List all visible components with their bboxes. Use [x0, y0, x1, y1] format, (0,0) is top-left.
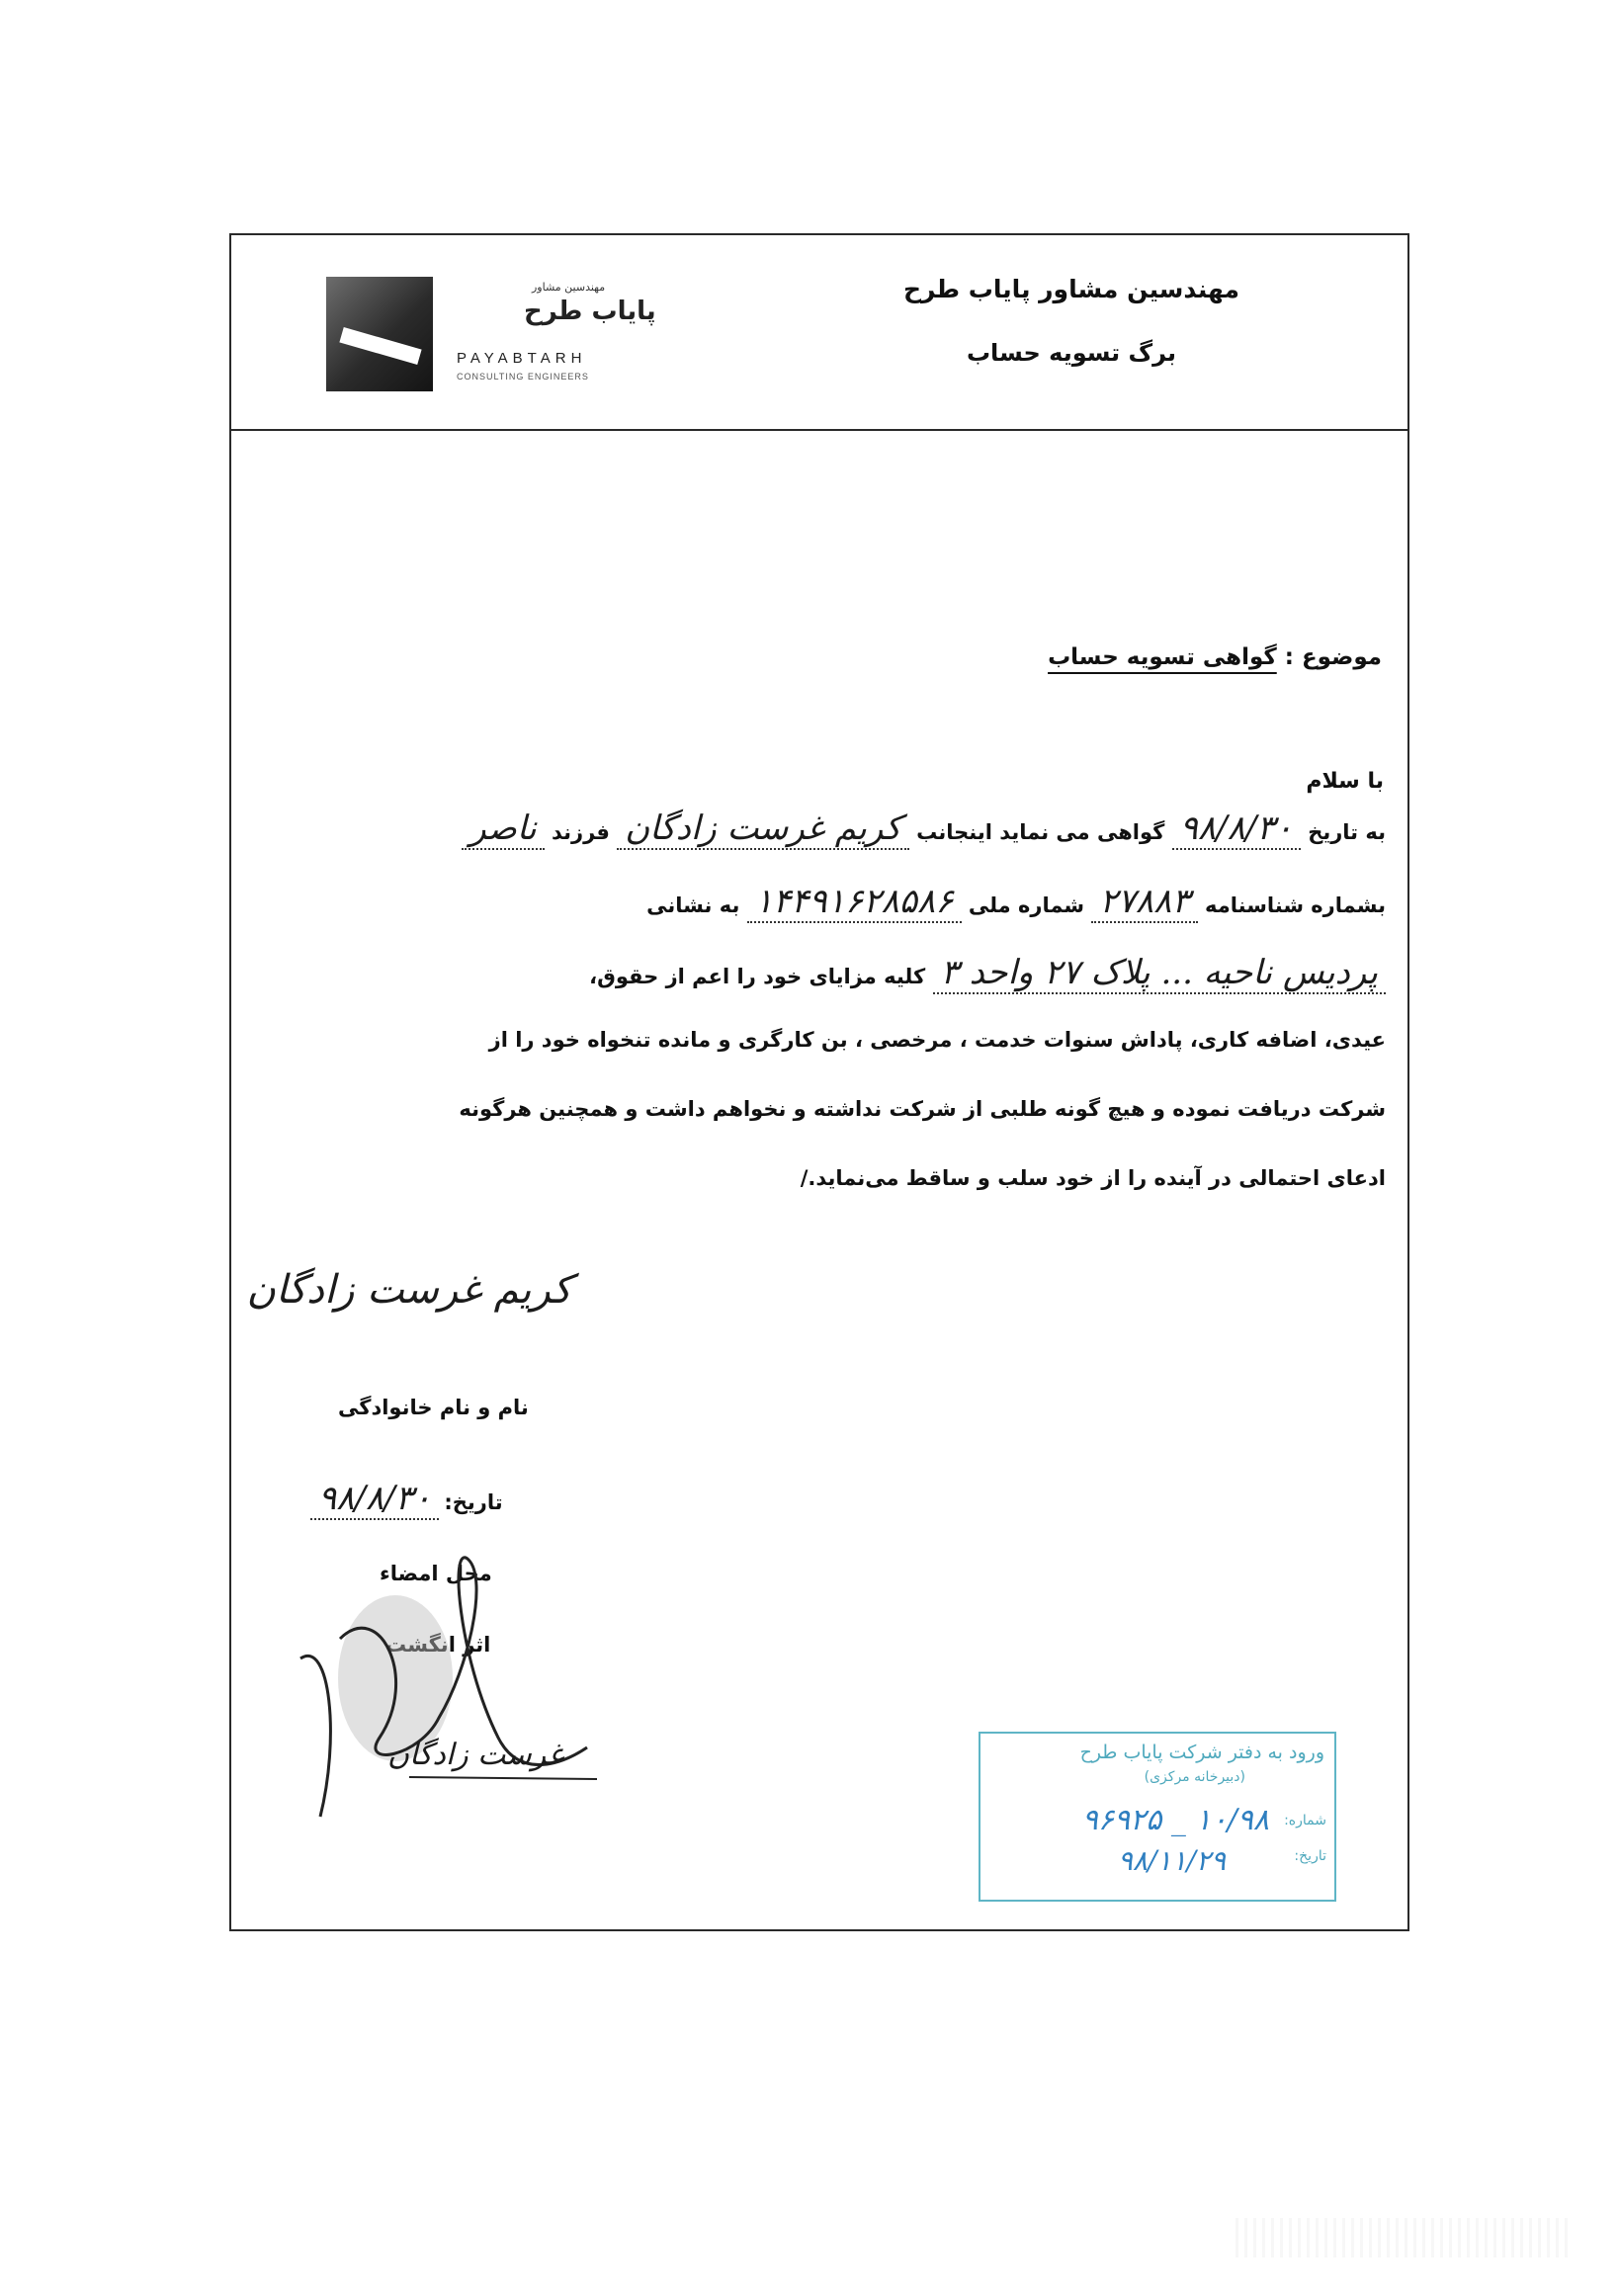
company-logo: [326, 277, 682, 391]
stamp-number-label: شماره:: [1284, 1813, 1326, 1828]
form-title: برگ تسویه حساب: [966, 339, 1177, 367]
benefits-text: کلیه مزایای خود را اعم از حقوق،: [589, 965, 926, 988]
body-line-2: [646, 882, 1386, 921]
signature-scribble: [271, 1520, 627, 1836]
stamp-date-label: تاریخ:: [1294, 1848, 1326, 1864]
signature-date-label: تاریخ:: [444, 1490, 503, 1514]
date-prefix: به تاریخ: [1308, 820, 1386, 844]
logo-en-name: PAYABTARH: [457, 350, 587, 367]
handwritten-father-name: ناصر: [462, 808, 544, 850]
body-line-6: ادعای احتمالی در آینده را از خود سلب و ساقط می‌نماید./: [800, 1166, 1386, 1190]
handwritten-signature-name: کریم غرست زادگان: [246, 1267, 572, 1313]
id-prefix: بشماره شناسنامه: [1205, 893, 1386, 917]
logo-fa-name: پایاب طرح: [524, 297, 656, 326]
handwritten-signature-date: ۹۸/۸/۳۰: [310, 1479, 439, 1520]
greeting: با سلام: [1306, 769, 1384, 794]
certify-text: گواهی می نماید اینجانب: [916, 820, 1165, 844]
national-id-label: شماره ملی: [968, 893, 1085, 917]
handwritten-name: کریم غرست زادگان: [617, 808, 909, 850]
form-frame: [229, 233, 1409, 1931]
form-header: [231, 235, 1407, 431]
stamp-subtitle: (دبیرخانه مرکزی): [1144, 1769, 1245, 1785]
receipt-stamp: [979, 1732, 1336, 1902]
scan-artifact: [1236, 2218, 1572, 2257]
handwritten-surname: غرست زادگان: [387, 1738, 564, 1772]
child-of-label: فرزند: [551, 820, 610, 844]
signature-date-row: [310, 1479, 503, 1518]
subject-line: [1048, 644, 1382, 670]
logo-fa-small: مهندسین مشاور: [532, 281, 606, 294]
full-name-label: نام و نام خانوادگی: [338, 1396, 529, 1419]
payabtarh-logo-mark-icon: [326, 277, 433, 391]
signature-underline: [409, 1777, 597, 1779]
address-label: به نشانی: [646, 893, 740, 917]
body-line-3: [589, 953, 1386, 992]
handwritten-date: ۹۸/۸/۳۰: [1172, 808, 1301, 850]
handwritten-national-id: ۱۴۴۹۱۶۲۸۵۸۶: [747, 882, 962, 923]
company-name: مهندسین مشاور پایاب طرح: [902, 275, 1240, 303]
signature-place-label: محل امضاء: [380, 1562, 492, 1585]
thumbprint-label: اثر انگشت: [385, 1633, 491, 1657]
signature-handwritten-surname-wrap: [380, 1738, 571, 1772]
subject-value: گواهی تسویه حساب: [1048, 644, 1277, 670]
header-titles: [894, 275, 1249, 367]
stamp-title: ورود به دفتر شرکت پایاب طرح: [1079, 1742, 1324, 1763]
body-line-4: عیدی، اضافه کاری، پاداش سنوات خدمت ، مرخصی ، بن کارگری و مانده تنخواه خود را از: [488, 1028, 1386, 1052]
stamp-number-value: ۹۶۹۲۵ _ ۱۰/۹۸: [1081, 1803, 1269, 1837]
body-line-5: شرکت دریافت نموده و هیچ گونه طلبی از شرکت نداشته و نخواهم داشت و همچنین هرگونه: [459, 1097, 1386, 1121]
handwritten-id-number: ۲۷۸۸۳: [1091, 882, 1197, 923]
signature-name-handwritten-wrap: [231, 1267, 587, 1313]
handwritten-address: پردیس ناحیه ... پلاک ۲۷ واحد ۳: [933, 953, 1387, 994]
body-line-1: [462, 808, 1386, 848]
stamp-date-value: ۹۸/۱۱/۲۹: [1117, 1844, 1226, 1877]
subject-label: موضوع :: [1284, 644, 1382, 670]
logo-en-sub: CONSULTING ENGINEERS: [457, 372, 589, 382]
